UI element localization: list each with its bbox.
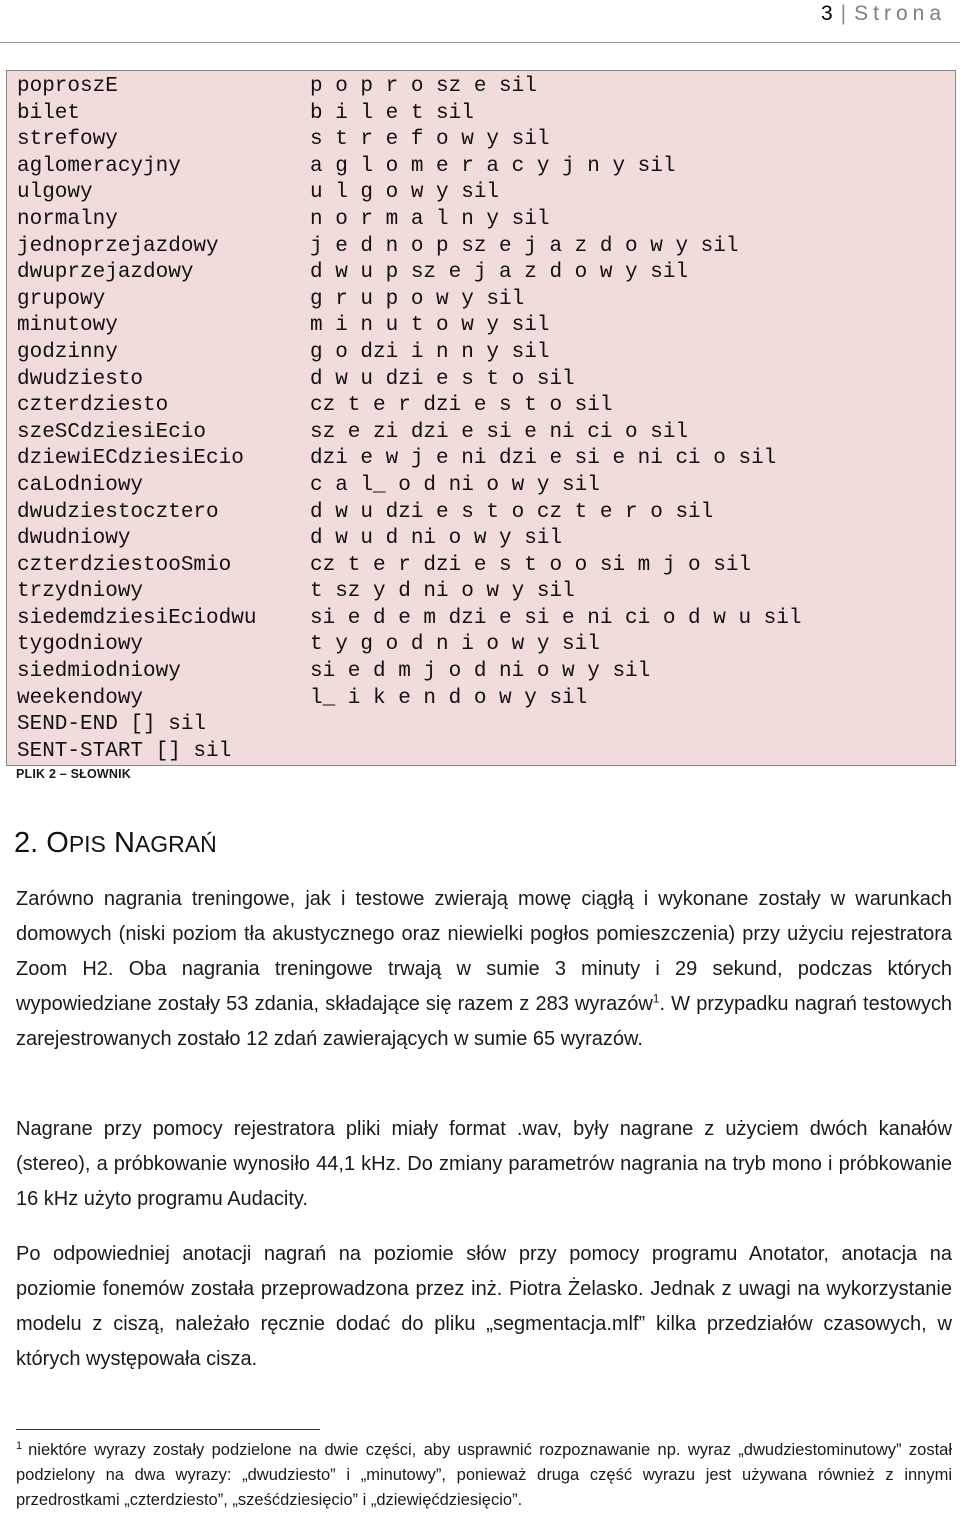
dictionary-phoneme-transcription: d w u dzi e s t o cz t e r o sil [310, 500, 714, 524]
dictionary-word: dwudniowy [17, 527, 131, 551]
dictionary-phoneme-transcription: p o p r o sz e sil [310, 75, 537, 98]
dictionary-word: ulgowy [17, 181, 93, 205]
dictionary-word: dwuprzejazdowy [17, 261, 194, 285]
dictionary-word: SENT-START [] sil [17, 739, 232, 763]
dictionary-word: SEND-END [] sil [17, 713, 207, 737]
dictionary-phoneme-transcription: j e d n o p sz e j a z d o w y sil [310, 234, 739, 258]
dictionary-word: tygodniowy [17, 633, 144, 657]
dictionary-phoneme-transcription: si e d m j o d ni o w y sil [310, 660, 651, 684]
dictionary-phoneme-transcription: si e d e m dzi e si e ni ci o d w u sil [310, 606, 802, 630]
dictionary-word: strefowy [17, 128, 118, 152]
paragraph-recordings [16, 882, 952, 1057]
dictionary-word: weekendowy [17, 686, 144, 710]
dictionary-phoneme-transcription: n o r m a l n y sil [310, 207, 550, 231]
footnote-number: 1 [16, 1439, 23, 1452]
dictionary-word: jednoprzejazdowy [17, 234, 219, 258]
dictionary-word: siedmiodniowy [17, 660, 181, 684]
paragraph-annotation: Po odpowiedniej anotacji nagrań na poziomie słów przy pomocy programu Anotator, anotacja na poziomie fonemów została przeprowadzona przez inż. Piotra Żelasko. Jednak z uwagi na wykorzystanie modelu z ciszą, należało ręcznie dodać do pliku „segmentacja.mlf” kilka przedziałów czasowych, w których występowała cisza. [16, 1243, 952, 1370]
dictionary-phoneme-transcription: dzi e w j e ni dzi e si e ni ci o sil [310, 447, 777, 471]
dictionary-listing [6, 70, 956, 766]
dictionary-word: minutowy [17, 314, 118, 338]
footnote-reference[interactable]: 1 [652, 991, 660, 1006]
dictionary-word: siedemdziesiEciodwu [17, 606, 257, 630]
dictionary-phoneme-transcription: m i n u t o w y sil [310, 314, 550, 338]
listing-caption: PLIK 2 – SŁOWNIK [16, 767, 132, 781]
dictionary-word: dwudziesto [17, 367, 144, 391]
page-word: Strona [854, 2, 946, 25]
dictionary-phoneme-transcription: t sz y d ni o w y sil [310, 580, 575, 604]
dictionary-word: czterdziestooSmio [17, 553, 232, 577]
dictionary-word: normalny [17, 207, 118, 231]
dictionary-word: caLodniowy [17, 473, 144, 497]
dictionary-phoneme-transcription: g o dzi i n n y sil [310, 340, 550, 364]
header-rule [0, 42, 960, 43]
dictionary-phoneme-transcription: t y g o d n i o w y sil [310, 633, 600, 657]
dictionary-phoneme-transcription: a g l o m e r a c y j n y sil [310, 154, 676, 178]
page-number-label [821, 2, 946, 26]
dictionary-phonemes-column [310, 74, 801, 712]
paragraph-text: Zarówno nagrania treningowe, jak i testowe zwierają mowę ciągłą i wykonane zostały w warunkach domowych (niski poziom tła akustycznego oraz niewielki pogłos pomieszczenia) przy użyciu rejestratora Zoom H2. Oba nagrania treningowe trwają w sumie 3 minuty i 29 sekund, podczas których wypowiedziane zostały 53 zdania, składające się razem z 283 wyrazów [16, 888, 952, 1015]
dictionary-phoneme-transcription: cz t e r dzi e s t o sil [310, 394, 613, 418]
dictionary-word: grupowy [17, 287, 106, 311]
dictionary-words-column [17, 74, 256, 765]
footnote-text: niektóre wyrazy zostały podzielone na dwie części, aby usprawnić rozpoznawanie np. wyraz „dwudziestominutowy” został podzielony na dwa wyrazy: „dwudziesto” i „minutowy”, ponieważ druga część wyrazu jest używana również z innymi przedrostkami „czterdziesto”, „sześćdziesięcio” i „dziewięćdziesięcio”. [16, 1441, 952, 1509]
section-number: 2. [14, 827, 39, 859]
dictionary-phoneme-transcription: g r u p o w y sil [310, 287, 525, 311]
dictionary-phoneme-transcription: d w u d ni o w y sil [310, 527, 563, 551]
dictionary-word: bilet [17, 101, 81, 125]
footnote-separator [16, 1429, 320, 1430]
dictionary-phoneme-transcription: u l g o w y sil [310, 181, 500, 205]
dictionary-phoneme-transcription: b i l e t sil [310, 101, 474, 125]
dictionary-phoneme-transcription: d w u dzi e s t o sil [310, 367, 575, 391]
dictionary-word: aglomeracyjny [17, 154, 181, 178]
dictionary-word: szeSCdziesiEcio [17, 420, 207, 444]
dictionary-word: dwudziestocztero [17, 500, 219, 524]
header-separator: | [840, 2, 849, 25]
dictionary-phoneme-transcription: l_ i k e n d o w y sil [310, 686, 588, 710]
dictionary-word: dziewiECdziesiEcio [17, 447, 244, 471]
paragraph-text: . W przypadku nagrań testowych zarejestrowanych zostało 12 zdań zawierających w sumie 65 wyrazów. [16, 993, 952, 1050]
page-header [0, 0, 960, 44]
dictionary-phoneme-transcription: sz e zi dzi e si e ni ci o sil [310, 420, 689, 444]
dictionary-word: trzydniowy [17, 580, 144, 604]
dictionary-phoneme-transcription: cz t e r dzi e s t o o si m j o sil [310, 553, 752, 577]
section-title: OPIS NAGRAŃ [46, 827, 217, 859]
section-heading [14, 827, 217, 860]
dictionary-word: czterdziesto [17, 394, 169, 418]
page-number: 3 [820, 2, 835, 25]
dictionary-phoneme-transcription: d w u p sz e j a z d o w y sil [310, 261, 689, 285]
dictionary-word: poproszE [17, 75, 118, 98]
dictionary-phoneme-transcription: c a l_ o d ni o w y sil [310, 473, 600, 497]
dictionary-phoneme-transcription: s t r e f o w y sil [310, 128, 550, 152]
dictionary-word: godzinny [17, 340, 118, 364]
footnote [16, 1438, 952, 1513]
paragraph-format: Nagrane przy pomocy rejestratora pliki miały format .wav, były nagrane z użyciem dwóch kanałów (stereo), a próbkowanie wynosiło 44,1 kHz. Do zmiany parametrów nagrania na tryb mono i próbkowanie 16 kHz użyto programu Audacity. [16, 1118, 952, 1210]
